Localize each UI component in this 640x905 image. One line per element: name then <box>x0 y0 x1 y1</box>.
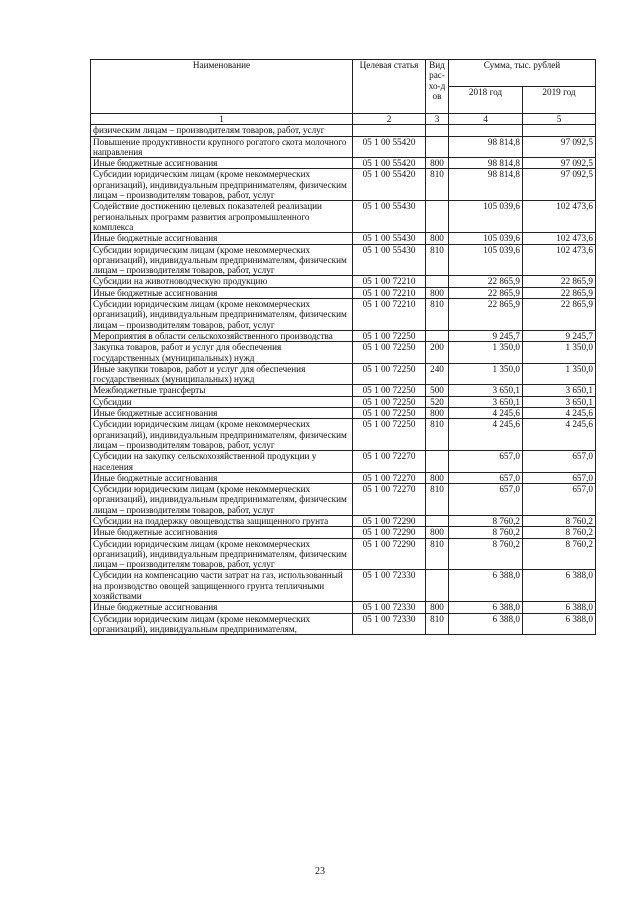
row-sum-2018: 105 039,6 <box>449 244 523 276</box>
row-expense-type: 800 <box>426 602 449 613</box>
row-name: Субсидии юридическим лицам (кроме некоммерческих организаций), индивидуальным предпринимателям, физическим лицам – производителям товаров, работ, услуг <box>91 299 353 331</box>
row-expense-type <box>426 570 449 602</box>
row-sum-2018: 4 245,6 <box>449 419 523 451</box>
row-sum-2019: 97 092,5 <box>523 136 596 158</box>
row-expense-type: 800 <box>426 527 449 538</box>
row-sum-2018: 22 865,9 <box>449 276 523 287</box>
row-sum-2018: 4 245,6 <box>449 408 523 419</box>
header-num-4: 4 <box>449 114 523 125</box>
row-sum-2018: 105 039,6 <box>449 233 523 244</box>
row-target-code: 05 1 00 55430 <box>353 233 426 244</box>
header-num-1: 1 <box>91 114 353 125</box>
header-vid: Вид рас-хо-дов <box>426 60 449 114</box>
table-header <box>91 60 596 125</box>
table-row <box>91 408 596 419</box>
row-expense-type <box>426 201 449 233</box>
row-name: Субсидии юридическим лицам (кроме некоммерческих организаций), индивидуальным предпринимателям, <box>91 613 353 635</box>
row-expense-type: 800 <box>426 472 449 483</box>
table-body <box>91 125 596 635</box>
row-target-code: 05 1 00 72250 <box>353 342 426 364</box>
table-row <box>91 484 596 516</box>
row-sum-2018: 6 388,0 <box>449 613 523 635</box>
row-expense-type: 240 <box>426 363 449 385</box>
row-name: Субсидии на поддержку овощеводства защищенного грунта <box>91 515 353 526</box>
header-2019: 2019 год <box>523 87 596 114</box>
budget-table <box>90 59 596 635</box>
row-target-code: 05 1 00 72250 <box>353 396 426 407</box>
row-sum-2019: 9 245,7 <box>523 330 596 341</box>
row-target-code: 05 1 00 72250 <box>353 419 426 451</box>
row-expense-type: 200 <box>426 342 449 364</box>
row-expense-type <box>426 276 449 287</box>
row-sum-2019: 102 473,6 <box>523 201 596 233</box>
row-name: Субсидии <box>91 396 353 407</box>
row-sum-2019: 8 760,2 <box>523 515 596 526</box>
table-row <box>91 233 596 244</box>
row-name: Мероприятия в области сельскохозяйственного производства <box>91 330 353 341</box>
row-target-code: 05 1 00 72250 <box>353 385 426 396</box>
table-row <box>91 136 596 158</box>
row-sum-2019: 3 650,1 <box>523 385 596 396</box>
row-sum-2019 <box>523 125 596 136</box>
row-sum-2019: 8 760,2 <box>523 538 596 570</box>
row-sum-2018: 657,0 <box>449 484 523 516</box>
row-name: Иные бюджетные ассигнования <box>91 287 353 298</box>
row-sum-2018: 105 039,6 <box>449 201 523 233</box>
row-name: Субсидии на закупку сельскохозяйственной продукции у населения <box>91 451 353 473</box>
row-expense-type: 810 <box>426 299 449 331</box>
row-expense-type: 500 <box>426 385 449 396</box>
row-expense-type: 800 <box>426 287 449 298</box>
table-row <box>91 158 596 169</box>
table-row <box>91 125 596 136</box>
header-name: Наименование <box>91 60 353 114</box>
row-name: Субсидии юридическим лицам (кроме некоммерческих организаций), индивидуальным предпринимателям, физическим лицам – производителям товаров, работ, услуг <box>91 419 353 451</box>
table-row <box>91 515 596 526</box>
row-sum-2019: 4 245,6 <box>523 408 596 419</box>
row-sum-2019: 657,0 <box>523 472 596 483</box>
row-sum-2018: 1 350,0 <box>449 363 523 385</box>
row-target-code: 05 1 00 72290 <box>353 515 426 526</box>
row-sum-2019: 6 388,0 <box>523 602 596 613</box>
table-row <box>91 613 596 635</box>
row-target-code: 05 1 00 55420 <box>353 169 426 201</box>
row-sum-2019: 6 388,0 <box>523 613 596 635</box>
row-sum-2019: 22 865,9 <box>523 276 596 287</box>
row-target-code: 05 1 00 72330 <box>353 570 426 602</box>
row-sum-2018: 3 650,1 <box>449 396 523 407</box>
row-name: Субсидии юридическим лицам (кроме некоммерческих организаций), индивидуальным предпринимателям, физическим лицам – производителям товаров, работ, услуг <box>91 244 353 276</box>
row-name: Повышение продуктивности крупного рогатого скота молочного направления <box>91 136 353 158</box>
row-expense-type: 810 <box>426 538 449 570</box>
row-name: Иные бюджетные ассигнования <box>91 472 353 483</box>
row-sum-2018: 98 814,8 <box>449 136 523 158</box>
row-expense-type <box>426 330 449 341</box>
table-row <box>91 472 596 483</box>
row-sum-2018: 6 388,0 <box>449 570 523 602</box>
row-sum-2018: 8 760,2 <box>449 527 523 538</box>
row-sum-2018: 98 814,8 <box>449 169 523 201</box>
row-expense-type: 810 <box>426 169 449 201</box>
table-row <box>91 201 596 233</box>
row-expense-type <box>426 451 449 473</box>
row-target-code: 05 1 00 72290 <box>353 538 426 570</box>
header-target: Целевая статья <box>353 60 426 114</box>
row-target-code: 05 1 00 72270 <box>353 484 426 516</box>
table-row <box>91 330 596 341</box>
row-expense-type <box>426 125 449 136</box>
table-row <box>91 419 596 451</box>
row-name: Иные бюджетные ассигнования <box>91 233 353 244</box>
row-target-code: 05 1 00 72250 <box>353 363 426 385</box>
row-sum-2019: 657,0 <box>523 484 596 516</box>
row-sum-2019: 4 245,6 <box>523 419 596 451</box>
row-target-code: 05 1 00 72210 <box>353 276 426 287</box>
row-expense-type: 810 <box>426 613 449 635</box>
row-expense-type: 800 <box>426 233 449 244</box>
header-num-5: 5 <box>523 114 596 125</box>
row-target-code: 05 1 00 55430 <box>353 244 426 276</box>
row-sum-2018: 8 760,2 <box>449 538 523 570</box>
row-target-code: 05 1 00 72290 <box>353 527 426 538</box>
header-sum: Сумма, тыс. рублей <box>449 60 596 87</box>
row-sum-2019: 97 092,5 <box>523 169 596 201</box>
table-row <box>91 287 596 298</box>
header-num-2: 2 <box>353 114 426 125</box>
row-sum-2018: 6 388,0 <box>449 602 523 613</box>
row-target-code: 05 1 00 72210 <box>353 299 426 331</box>
row-expense-type: 810 <box>426 244 449 276</box>
row-target-code: 05 1 00 72330 <box>353 602 426 613</box>
row-name: Субсидии юридическим лицам (кроме некоммерческих организаций), индивидуальным предпринимателям, физическим лицам – производителям товаров, работ, услуг <box>91 484 353 516</box>
table-row <box>91 396 596 407</box>
row-name: Иные бюджетные ассигнования <box>91 408 353 419</box>
table-row <box>91 602 596 613</box>
row-name: Иные закупки товаров, работ и услуг для обеспечения государственных (муниципальных) нужд <box>91 363 353 385</box>
row-expense-type <box>426 136 449 158</box>
row-name: Субсидии на компенсацию части затрат на газ, использованный на производство овощей защищенного грунта тепличными хозяйствами <box>91 570 353 602</box>
table-row <box>91 570 596 602</box>
row-sum-2019: 97 092,5 <box>523 158 596 169</box>
page-number: 23 <box>315 866 325 877</box>
row-sum-2018: 22 865,9 <box>449 287 523 298</box>
row-target-code: 05 1 00 72250 <box>353 330 426 341</box>
row-target-code: 05 1 00 55430 <box>353 201 426 233</box>
row-target-code: 05 1 00 72330 <box>353 613 426 635</box>
table-row <box>91 299 596 331</box>
row-expense-type: 800 <box>426 158 449 169</box>
table-row <box>91 169 596 201</box>
row-name: Субсидии на животноводческую продукцию <box>91 276 353 287</box>
table-row <box>91 363 596 385</box>
row-target-code: 05 1 00 55420 <box>353 136 426 158</box>
row-target-code <box>353 125 426 136</box>
row-name: Иные бюджетные ассигнования <box>91 158 353 169</box>
row-name: Содействие достижению целевых показателей реализации региональных программ развития агропромышленного комплекса <box>91 201 353 233</box>
table-row <box>91 527 596 538</box>
row-target-code: 05 1 00 72270 <box>353 451 426 473</box>
row-sum-2018: 657,0 <box>449 451 523 473</box>
table-row <box>91 451 596 473</box>
row-sum-2019: 22 865,9 <box>523 287 596 298</box>
row-sum-2019: 657,0 <box>523 451 596 473</box>
row-sum-2018: 657,0 <box>449 472 523 483</box>
header-num-3: 3 <box>426 114 449 125</box>
row-expense-type: 520 <box>426 396 449 407</box>
row-name: Субсидии юридическим лицам (кроме некоммерческих организаций), индивидуальным предпринимателям, физическим лицам – производителям товаров, работ, услуг <box>91 538 353 570</box>
row-name: Закупка товаров, работ и услуг для обеспечения государственных (муниципальных) нужд <box>91 342 353 364</box>
row-expense-type <box>426 515 449 526</box>
row-sum-2019: 102 473,6 <box>523 233 596 244</box>
row-sum-2018: 8 760,2 <box>449 515 523 526</box>
row-name: физическим лицам – производителям товаров, работ, услуг <box>91 125 353 136</box>
row-sum-2019: 1 350,0 <box>523 342 596 364</box>
row-sum-2018: 1 350,0 <box>449 342 523 364</box>
table-row <box>91 244 596 276</box>
row-name: Иные бюджетные ассигнования <box>91 527 353 538</box>
row-target-code: 05 1 00 72210 <box>353 287 426 298</box>
row-sum-2019: 6 388,0 <box>523 570 596 602</box>
row-expense-type: 800 <box>426 408 449 419</box>
row-target-code: 05 1 00 72250 <box>353 408 426 419</box>
table-row <box>91 538 596 570</box>
row-sum-2019: 8 760,2 <box>523 527 596 538</box>
row-expense-type: 810 <box>426 419 449 451</box>
row-sum-2018 <box>449 125 523 136</box>
row-name: Межбюджетные трансферты <box>91 385 353 396</box>
row-expense-type: 810 <box>426 484 449 516</box>
header-2018: 2018 год <box>449 87 523 114</box>
row-name: Субсидии юридическим лицам (кроме некоммерческих организаций), индивидуальным предпринимателям, физическим лицам – производителям товаров, работ, услуг <box>91 169 353 201</box>
table-row <box>91 342 596 364</box>
row-sum-2018: 22 865,9 <box>449 299 523 331</box>
table-row <box>91 276 596 287</box>
row-sum-2018: 98 814,8 <box>449 158 523 169</box>
row-sum-2019: 102 473,6 <box>523 244 596 276</box>
row-sum-2018: 9 245,7 <box>449 330 523 341</box>
row-target-code: 05 1 00 72270 <box>353 472 426 483</box>
table-row <box>91 385 596 396</box>
row-name: Иные бюджетные ассигнования <box>91 602 353 613</box>
row-target-code: 05 1 00 55420 <box>353 158 426 169</box>
row-sum-2019: 22 865,9 <box>523 299 596 331</box>
row-sum-2019: 3 650,1 <box>523 396 596 407</box>
row-sum-2018: 3 650,1 <box>449 385 523 396</box>
row-sum-2019: 1 350,0 <box>523 363 596 385</box>
